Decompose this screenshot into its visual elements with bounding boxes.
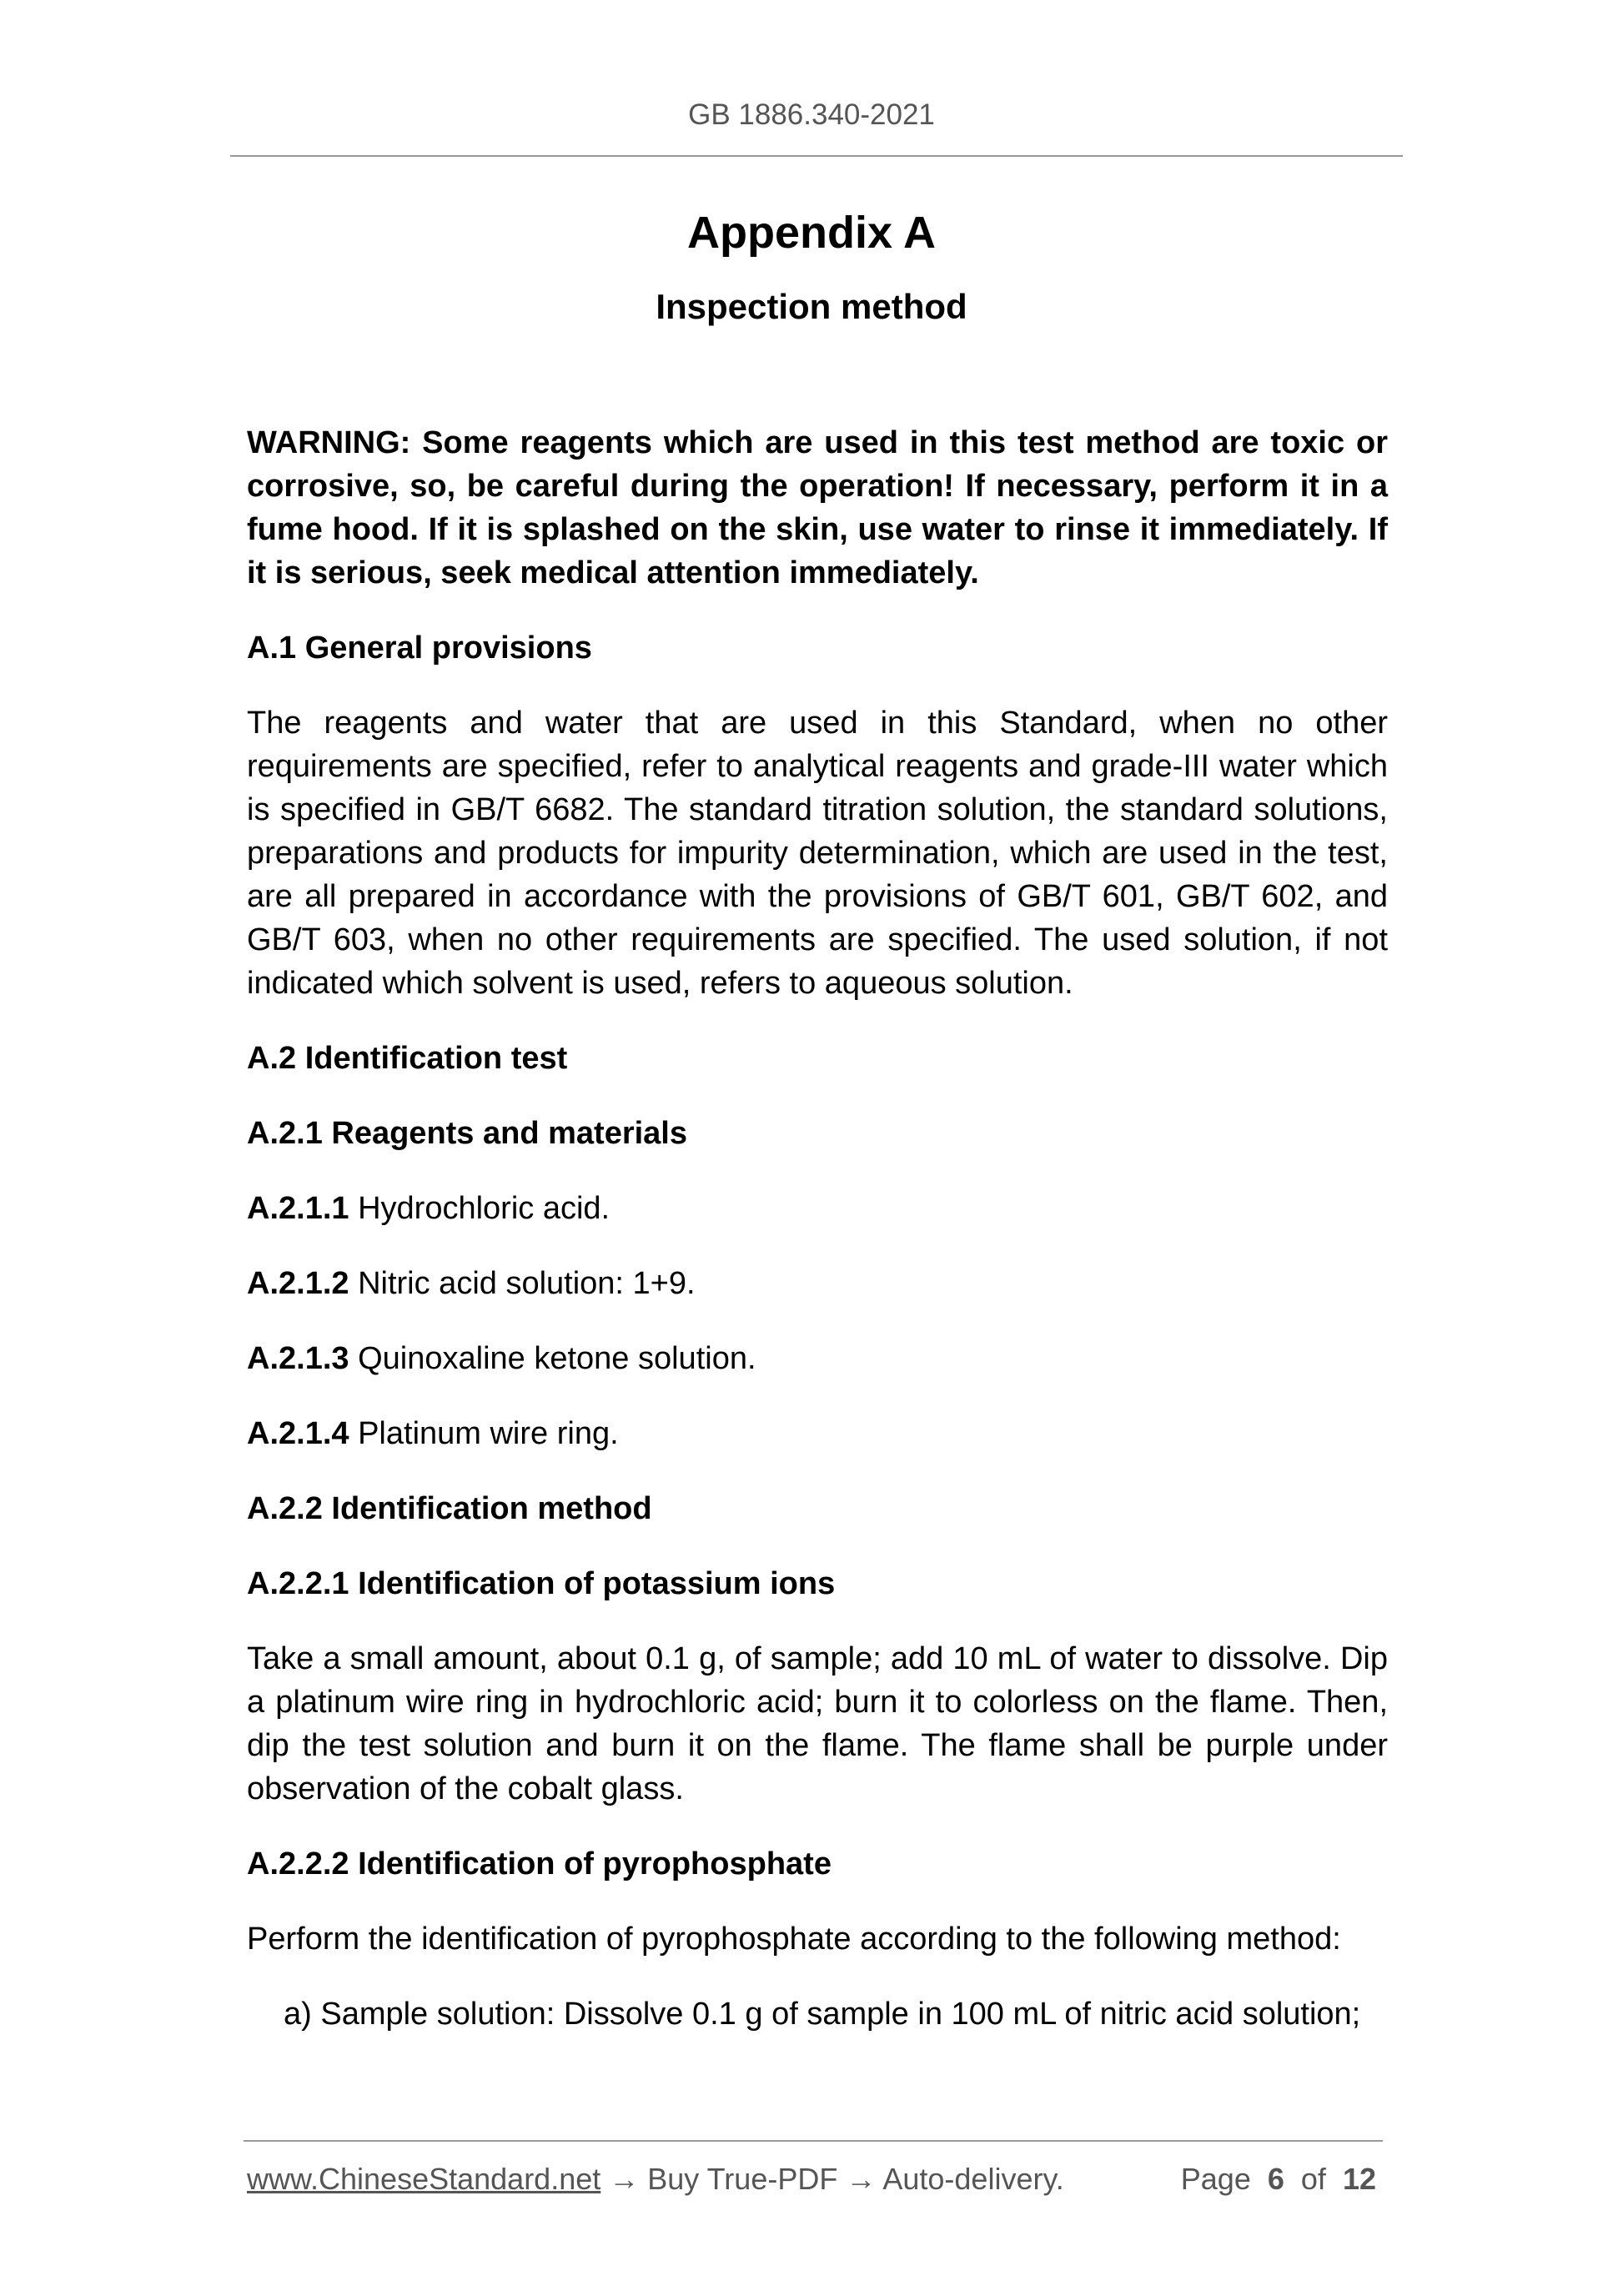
buy-text: Buy True-PDF [647,2162,838,2196]
section-heading-a22: A.2.2 Identification method [247,1491,652,1526]
item-number: A.2.1.1 [247,1191,349,1226]
page-total: 12 [1342,2162,1376,2196]
section-text-a222: Perform the identification of pyrophosphate according to the following method: [247,1922,1341,1957]
arrow-icon: → [600,2162,648,2196]
section-heading-a21: A.2.1 Reagents and materials [247,1116,687,1151]
list-item-reagent [247,1337,1388,1380]
page-word: Page [1180,2162,1251,2196]
list-item-reagent [247,1262,1388,1305]
page-indicator [1181,2162,1376,2197]
arrow-icon: → [837,2162,883,2196]
warning-paragraph: WARNING: Some reagents which are used in this test method are toxic or corrosive, so, be careful during the operation! If necessary, perform it in a fume hood. If it is splashed on the skin, use water to rinse it immediately. If it is serious, seek medical attention immediately. [247,425,1388,590]
item-number: A.2.1.2 [247,1266,349,1301]
item-text: Platinum wire ring. [349,1416,619,1451]
list-item-reagent [247,1412,1388,1455]
section-text-a1: The reagents and water that are used in this Standard, when no other requirements are specified, refer to analytical reagents and grade-III water which is specified in GB/T 6682. The standard titration solution, the standard solutions, preparations and products for impurity determination, which are used in the test, are all prepared in accordance with the provisions of GB/T 601, GB/T 602, and GB/T 603, when no other requirements are specified. The used solution, if not indicated which solvent is used, refers to aqueous solution. [247,706,1388,1001]
list-item-a: a) Sample solution: Dissolve 0.1 g of sample in 100 mL of nitric acid solution; [284,1997,1361,2032]
page-number: 6 [1267,2162,1284,2196]
header-divider [230,155,1403,157]
page-title: Appendix A [686,208,936,258]
section-heading-a2: A.2 Identification test [247,1041,568,1076]
page-subtitle: Inspection method [656,287,967,326]
document-header-id: GB 1886.340-2021 [688,98,935,131]
delivery-text: Auto-delivery. [882,2162,1064,2196]
item-text: Hydrochloric acid. [349,1191,611,1226]
footer-divider [244,2140,1383,2142]
footer-promo [247,2162,1064,2197]
item-text: Nitric acid solution: 1+9. [349,1266,696,1301]
document-body [247,421,1388,2036]
item-number: A.2.1.3 [247,1341,349,1376]
item-number: A.2.1.4 [247,1416,349,1451]
section-heading-a1: A.1 General provisions [247,631,592,666]
section-text-a221: Take a small amount, about 0.1 g, of sample; add 10 mL of water to dissolve. Dip a platinum wire ring in hydrochloric acid; burn it to colorless on the flame. Then, dip the test solution and burn it on the flame. The flame shall be purple under observation of the cobalt glass. [247,1641,1388,1806]
section-heading-a222: A.2.2.2 Identification of pyrophosphate [247,1846,832,1882]
of-word: of [1300,2162,1326,2196]
item-text: Quinoxaline ketone solution. [349,1341,756,1376]
section-heading-a221: A.2.2.1 Identification of potassium ions [247,1566,836,1601]
list-item-reagent [247,1187,1388,1230]
website-link[interactable]: www.ChineseStandard.net [247,2162,601,2196]
